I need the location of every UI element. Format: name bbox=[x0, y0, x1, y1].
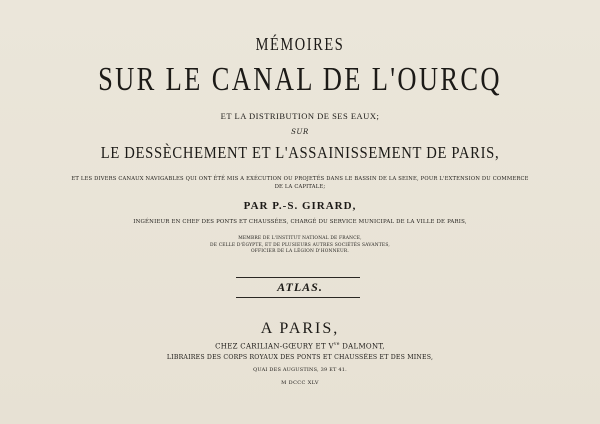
credential-line: OFFICIER DE LA LÉGION D'HONNEUR. bbox=[250, 249, 350, 255]
subtitle-distribution: ET LA DISTRIBUTION DE SES EAUX; bbox=[220, 111, 380, 121]
description-line-2: DE LA CAPITALE; bbox=[274, 184, 326, 190]
title-canal-ourcq: SUR LE CANAL DE L'OURCQ bbox=[98, 61, 502, 98]
atlas-rule-top bbox=[236, 277, 360, 278]
imprint-city: A PARIS, bbox=[260, 320, 340, 337]
subtitle-connector: SUR bbox=[291, 128, 309, 136]
imprint-publisher bbox=[0, 342, 600, 350]
author-name: PAR P.-S. GIRARD, bbox=[243, 200, 357, 212]
publisher-sup: ve bbox=[333, 342, 340, 347]
subtitle-dessechement: LE DESSÈCHEMENT ET L'ASSAINISSEMENT DE PARIS, bbox=[100, 143, 500, 162]
publisher-prefix: CHEZ CARILIAN-GŒURY ET V bbox=[215, 342, 334, 351]
imprint-publisher-desc: LIBRAIRES DES CORPS ROYAUX DES PONTS ET CHAUSSÉES ET DES MINES, bbox=[166, 354, 434, 361]
description-line-1: ET LES DIVERS CANAUX NAVIGABLES QUI ONT ÉTÉ MIS A EXÉCUTION OU PROJETÉS DANS LE BASSIN DE LA SEINE, POUR L'EXTENSION DU COMMERCE bbox=[71, 176, 529, 182]
credential-line: MEMBRE DE L'INSTITUT NATIONAL DE FRANCE, bbox=[238, 236, 362, 241]
credential-line: DE CELLE D'ÉGYPTE, ET DE PLUSIEURS AUTRES SOCIÉTÉS SAVANTES, bbox=[210, 242, 390, 248]
atlas-rule-bottom bbox=[236, 297, 360, 298]
imprint-address: QUAI DES AUGUSTINS, 39 ET 41. bbox=[253, 367, 347, 373]
publisher-suffix: DALMONT, bbox=[339, 342, 385, 351]
author-role: INGÉNIEUR EN CHEF DES PONTS ET CHAUSSÉES, CHARGÉ DU SERVICE MUNICIPAL DE LA VILLE DE PARIS, bbox=[133, 219, 467, 225]
title-memoires: MÉMOIRES bbox=[255, 34, 345, 54]
description bbox=[0, 175, 600, 191]
imprint-year: M DCCC XLV bbox=[281, 380, 319, 386]
section-atlas: ATLAS. bbox=[277, 280, 323, 294]
author-credentials bbox=[0, 236, 600, 256]
